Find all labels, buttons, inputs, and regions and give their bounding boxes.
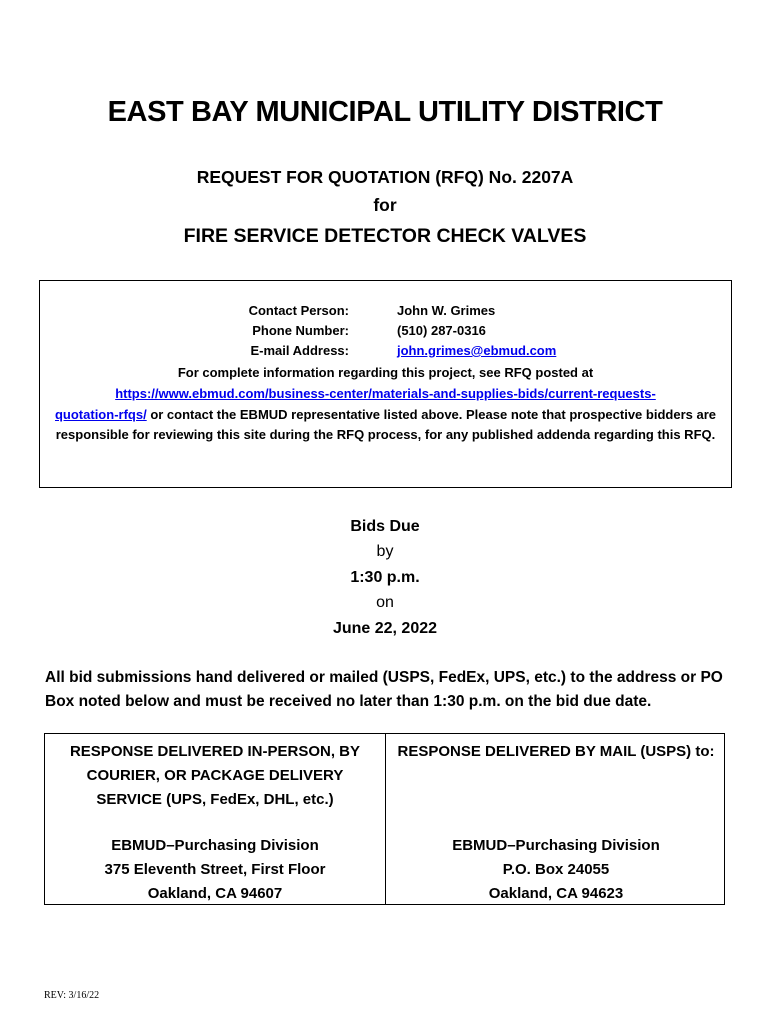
contact-person-row	[40, 303, 731, 321]
mail-address	[386, 834, 726, 906]
mail-address-line3: Oakland, CA 94623	[488, 885, 624, 902]
submission-notice: All bid submissions hand delivered or mailed (USPS, FedEx, UPS, etc.) to the address or PO Box noted below and must be received no later than 1:30 p.m. on the bid due date.	[45, 669, 723, 710]
email-row	[40, 343, 731, 361]
rfq-url-part1: https://www.ebmud.com/business-center/materials-and-supplies-bids/current-requests-	[115, 385, 656, 401]
in-person-address-line2: 375 Eleventh Street, First Floor	[104, 861, 326, 878]
contact-person-value: John W. Grimes	[397, 303, 496, 318]
info-intro: For complete information regarding this project, see RFQ posted at	[177, 365, 594, 380]
rfq-subject: FIRE SERVICE DETECTOR CHECK VALVES	[183, 225, 587, 247]
bids-due-date: June 22, 2022	[332, 620, 438, 637]
mail-heading: RESPONSE DELIVERED BY MAIL (USPS) to:	[397, 743, 715, 760]
in-person-address-line3: Oakland, CA 94607	[147, 885, 283, 902]
in-person-address	[45, 834, 385, 906]
contact-box	[39, 280, 732, 488]
bids-due-heading: Bids Due	[350, 518, 420, 535]
email-link[interactable]: john.grimes@ebmud.com	[397, 343, 557, 358]
phone-number-value: (510) 287-0316	[397, 323, 486, 338]
for-text: for	[373, 195, 397, 215]
rfq-url-part2: quotation-rfqs/	[54, 406, 147, 422]
email-label: E-mail Address:	[250, 343, 349, 358]
mail-address-line1: EBMUD–Purchasing Division	[452, 837, 660, 854]
bids-due-time: 1:30 p.m.	[350, 569, 420, 586]
in-person-heading: RESPONSE DELIVERED IN-PERSON, BY COURIER, OR PACKAGE DELIVERY SERVICE (UPS, FedEx, DHL, etc.)	[69, 743, 361, 808]
rfq-info-paragraph	[48, 363, 723, 446]
in-person-address-line1: EBMUD–Purchasing Division	[111, 837, 319, 854]
revision-date: REV: 3/16/22	[44, 990, 100, 1001]
rfq-number: REQUEST FOR QUOTATION (RFQ) No. 2207A	[196, 167, 574, 187]
page-title: EAST BAY MUNICIPAL UTILITY DISTRICT	[107, 96, 663, 128]
mail-address-line2: P.O. Box 24055	[502, 861, 610, 878]
contact-person-label: Contact Person:	[248, 303, 349, 318]
bids-on-text: on	[376, 594, 394, 611]
info-rest: or contact the EBMUD representative listed above. Please note that prospective bidders are responsible for reviewing this site during the RFQ process, for any published addenda regarding this RFQ.	[55, 406, 716, 443]
delivery-table	[44, 733, 725, 905]
bids-by-text: by	[376, 543, 394, 560]
phone-number-row	[40, 323, 731, 341]
phone-number-label: Phone Number:	[252, 323, 349, 338]
